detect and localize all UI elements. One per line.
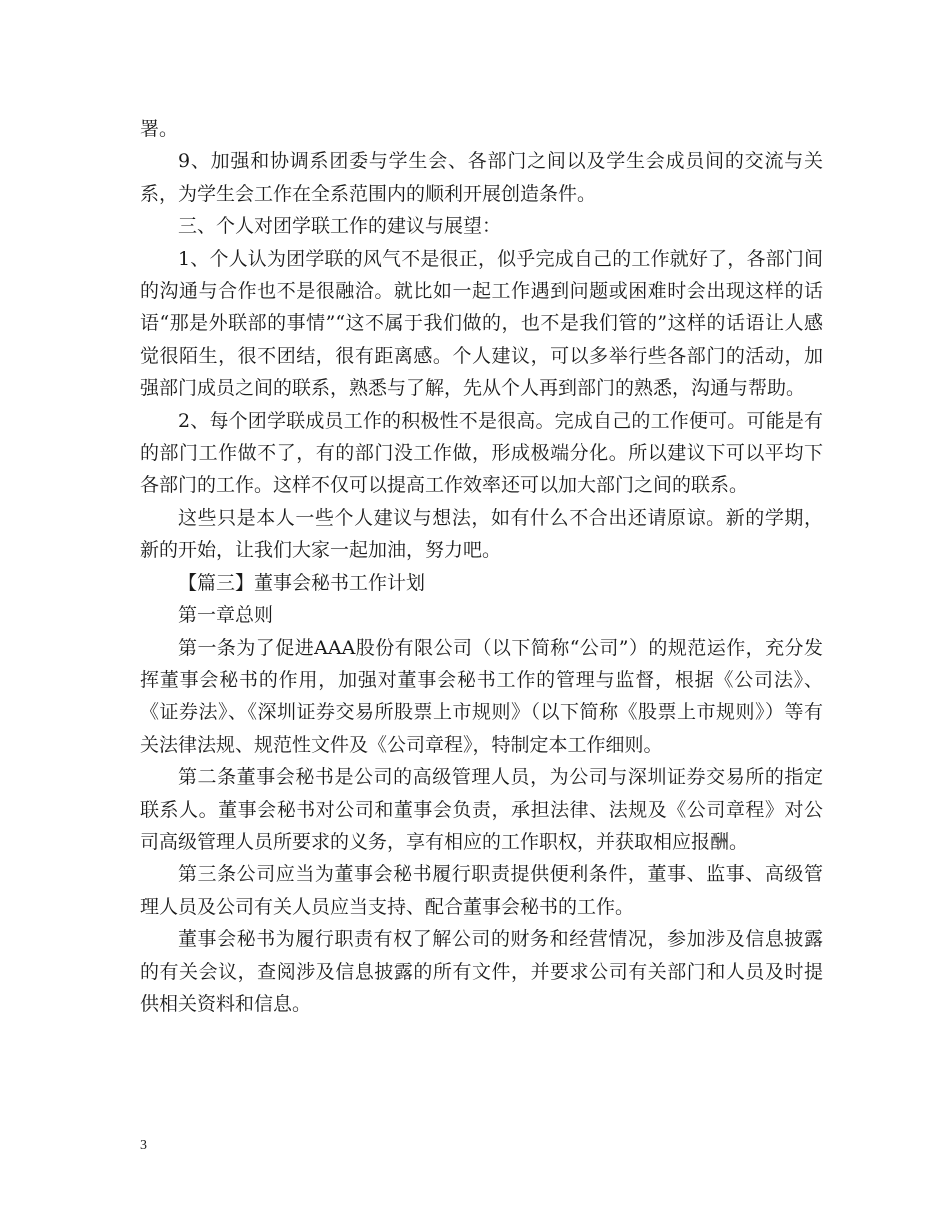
paragraph: 第二条董事会秘书是公司的高级管理人员，为公司与深圳证券交易所的指定联系人。董事会秘书对公司和董事会负责，承担法律、法规及《公司章程》对公司高级管理人员所要求的义务，享有相应的工作职权，并获取相应报酬。	[140, 766, 823, 853]
paragraph: 2、每个团学联成员工作的积极性不是很高。完成自己的工作便可。可能是有的部门工作做不了，有的部门没工作做，形成极端分化。所以建议下可以平均下各部门的工作。这样不仅可以提高工作效率还可以加大部门之间的联系。	[140, 409, 823, 497]
document-body	[140, 113, 823, 1020]
paragraph: 9、加强和协调系团委与学生会、各部门之间以及学生会成员间的交流与关系，为学生会工作在全系范围内的顺利开展创造条件。	[140, 150, 823, 205]
section-heading: 三、个人对团学联工作的建议与展望：	[178, 215, 502, 238]
article-title: 【篇三】董事会秘书工作计划	[178, 571, 426, 594]
paragraph: 署。	[140, 118, 179, 140]
paragraph: 1、个人认为团学联的风气不是很正，似乎完成自己的工作就好了，各部门间的沟通与合作也不是很融洽。就比如一起工作遇到问题或困难时会出现这样的话语“那是外联部的事情”“这不属于我们做的，也不是我们管的”这样的话语让人感觉很陌生，很不团结，很有距离感。个人建议，可以多举行些各部门的活动，加强部门成员之间的联系，熟悉与了解，先从个人再到部门的熟悉，沟通与帮助。	[140, 247, 823, 400]
paragraph: 这些只是本人一些个人建议与想法，如有什么不合出还请原谅。新的学期，新的开始，让我们大家一起加油，努力吧。	[140, 506, 823, 562]
paragraph: 第一条为了促进AAA股份有限公司（以下简称“公司”）的规范运作，充分发挥董事会秘书的作用，加强对董事会秘书工作的管理与监督，根据《公司法》、《证券法》、《深圳证券交易所股票上市规则》（以下简称《股票上市规则》）等有关法律法规、规范性文件及《公司章程》，特制定本工作细则。	[140, 636, 823, 756]
page-number: 3	[140, 1138, 147, 1153]
paragraph: 董事会秘书为履行职责有权了解公司的财务和经营情况，参加涉及信息披露的有关会议，查阅涉及信息披露的所有文件，并要求公司有关部门和人员及时提供相关资料和信息。	[140, 928, 823, 1015]
chapter-heading: 第一章总则	[178, 604, 274, 627]
paragraph: 第三条公司应当为董事会秘书履行职责提供便利条件，董事、监事、高级管理人员及公司有关人员应当支持、配合董事会秘书的工作。	[140, 863, 823, 918]
